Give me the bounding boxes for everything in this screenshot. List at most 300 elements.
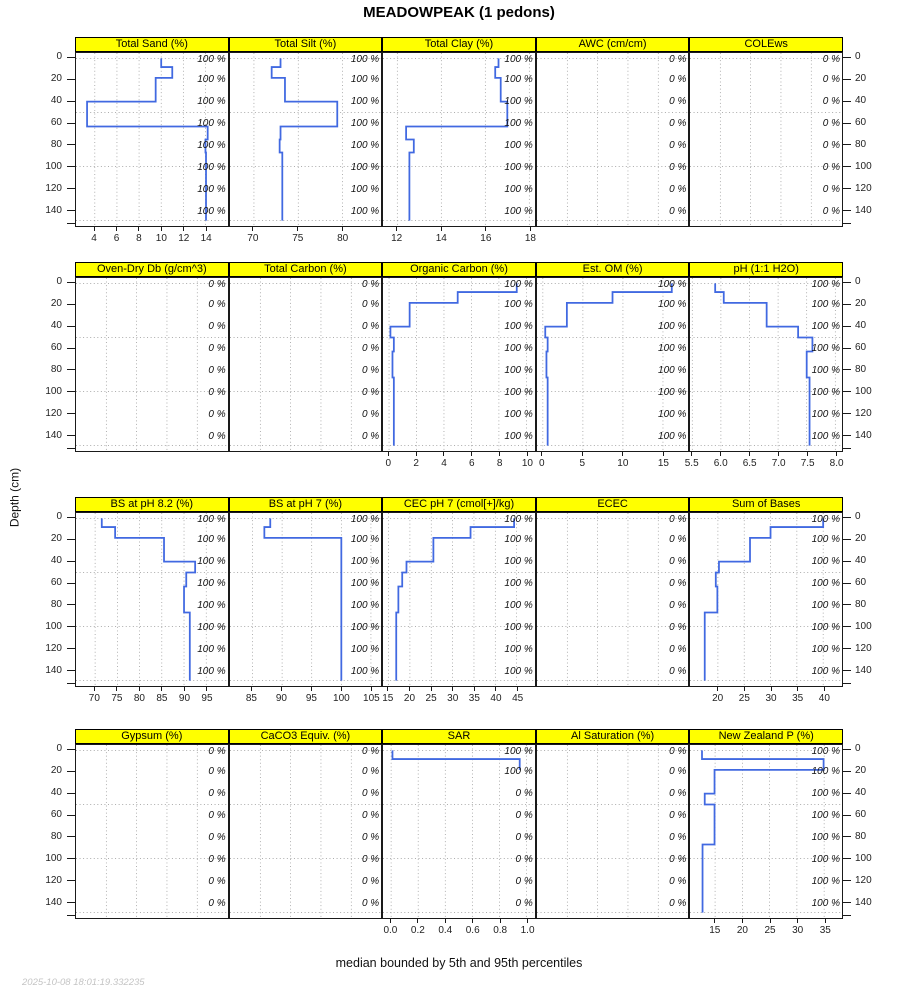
- x-tick-label: 75: [292, 233, 304, 244]
- y-tick-mark: [67, 583, 75, 584]
- x-tick-mark: [471, 452, 472, 456]
- cf-label: 100 %: [811, 766, 840, 778]
- cf-label: 0 %: [208, 343, 226, 355]
- y-tick-mark: [67, 448, 75, 449]
- depth-tick-label: 60: [855, 117, 867, 129]
- strip-sar: SAR: [382, 729, 536, 744]
- cf-label: 100 %: [350, 139, 380, 151]
- x-tick-mark: [416, 452, 417, 456]
- y-tick-mark: [67, 858, 75, 859]
- x-tick-label: 7.0: [771, 458, 786, 469]
- x-tick-label: 5: [579, 458, 586, 469]
- x-tick-label: 4: [91, 233, 97, 244]
- profile-plot-oven-dry-db: [76, 278, 228, 451]
- x-tick-mark: [797, 687, 798, 691]
- cf-label: 100 %: [197, 599, 226, 611]
- y-tick-mark: [843, 583, 851, 584]
- depth-tick-label: 40: [50, 787, 62, 799]
- x-tick-label: 10: [521, 458, 533, 469]
- cf-label: 0 %: [208, 810, 226, 822]
- depth-tick-label: 120: [45, 874, 62, 886]
- cf-label: 0 %: [822, 118, 840, 130]
- y-tick-mark: [67, 915, 75, 916]
- x-tick-mark: [499, 452, 500, 456]
- x-tick-mark: [472, 919, 473, 923]
- panel-total-carbon: [229, 277, 383, 452]
- cf-label: 100 %: [504, 299, 533, 311]
- cf-label: 0 %: [822, 205, 840, 217]
- cf-label: 100 %: [197, 621, 226, 633]
- x-tick-label: 10: [155, 233, 167, 244]
- depth-tick-label: 60: [50, 809, 62, 821]
- cf-label: 100 %: [811, 364, 840, 376]
- y-tick-mark: [67, 223, 75, 224]
- cf-label: 100 %: [350, 513, 380, 525]
- cf-label: 0 %: [361, 386, 380, 398]
- cf-label: 100 %: [811, 299, 840, 311]
- x-tick-mark: [530, 227, 531, 231]
- depth-tick-label: 140: [855, 204, 872, 216]
- cf-label: 100 %: [811, 534, 840, 546]
- x-tick-mark: [342, 227, 343, 231]
- y-tick-mark: [67, 57, 75, 58]
- strip-nz-p: New Zealand P (%): [689, 729, 843, 744]
- depth-tick-label: 0: [56, 276, 62, 288]
- cf-label: 0 %: [669, 534, 687, 546]
- x-tick-label: 85: [156, 693, 168, 704]
- strip-est-om: Est. OM (%): [536, 262, 690, 277]
- cf-label: 0 %: [361, 831, 380, 843]
- y-tick-mark: [843, 902, 851, 903]
- cf-label: 0 %: [208, 853, 226, 865]
- depth-tick-label: 80: [855, 138, 867, 150]
- cf-label: 100 %: [811, 408, 840, 420]
- panel-est-om: [536, 277, 690, 452]
- x-tick-label: 0.6: [465, 925, 480, 936]
- x-tick-mark: [251, 687, 252, 691]
- x-tick-label: 35: [792, 693, 804, 704]
- depth-tick-label: 80: [855, 830, 867, 842]
- depth-tick-label: 80: [50, 830, 62, 842]
- strip-cec-ph7: CEC pH 7 (cmol[+]/kg): [382, 497, 536, 512]
- cf-label: 0 %: [208, 299, 226, 311]
- x-tick-mark: [622, 452, 623, 456]
- y-tick-mark: [67, 304, 75, 305]
- cf-label: 100 %: [504, 96, 533, 108]
- depth-tick-label: 40: [50, 95, 62, 107]
- strip-total-silt: Total Silt (%): [229, 37, 383, 52]
- cf-label: 100 %: [658, 364, 687, 376]
- y-tick-mark: [67, 793, 75, 794]
- cf-label: 0 %: [208, 875, 226, 887]
- cf-label: 0 %: [361, 875, 380, 887]
- profile-line-sar: [393, 750, 520, 769]
- x-tick-label: 90: [178, 693, 191, 704]
- profile-line-bs-ph82: [102, 518, 195, 680]
- depth-tick-label: 100: [855, 160, 872, 172]
- y-tick-mark: [843, 517, 851, 518]
- profile-plot-ecec: [537, 513, 689, 686]
- depth-tick-label: 0: [56, 51, 62, 63]
- y-tick-mark: [843, 304, 851, 305]
- depth-tick-label: 140: [45, 896, 62, 908]
- y-tick-mark: [67, 369, 75, 370]
- x-tick-label: 5.5: [684, 458, 699, 469]
- x-tick-mark: [720, 452, 721, 456]
- cf-label: 100 %: [197, 96, 226, 108]
- cf-label: 100 %: [504, 534, 533, 546]
- x-tick-mark: [139, 687, 140, 691]
- depth-tick-label: 20: [50, 73, 62, 85]
- cf-label: 0 %: [669, 621, 687, 633]
- y-tick-mark: [843, 223, 851, 224]
- depth-tick-label: 100: [45, 852, 62, 864]
- profile-line-organic-carbon: [391, 283, 517, 445]
- strip-sum-of-bases: Sum of Bases: [689, 497, 843, 512]
- cf-label: 100 %: [504, 578, 533, 590]
- cf-label: 0 %: [822, 74, 840, 86]
- cf-label: 0 %: [361, 299, 380, 311]
- cf-label: 0 %: [361, 810, 380, 822]
- cf-label: 100 %: [504, 665, 533, 677]
- cf-label: 0 %: [208, 831, 226, 843]
- profile-line-total-clay: [406, 58, 507, 220]
- cf-label: 100 %: [350, 118, 380, 130]
- cf-label: 100 %: [504, 599, 533, 611]
- x-tick-label: 30: [765, 693, 777, 704]
- cf-label: 0 %: [669, 875, 687, 887]
- y-tick-mark: [67, 626, 75, 627]
- cf-label: 0 %: [361, 766, 380, 778]
- panel-ph: [689, 277, 843, 452]
- panel-bs-ph82: [75, 512, 229, 687]
- cf-label: 0 %: [515, 875, 533, 887]
- cf-label: 100 %: [197, 53, 226, 65]
- y-tick-mark: [843, 683, 851, 684]
- cf-label: 0 %: [208, 408, 226, 420]
- y-tick-mark: [843, 210, 851, 211]
- cf-label: 0 %: [822, 183, 840, 195]
- x-tick-mark: [116, 687, 117, 691]
- cf-label: 0 %: [822, 96, 840, 108]
- cf-label: 0 %: [822, 53, 840, 65]
- cf-label: 100 %: [504, 621, 533, 633]
- cf-label: 100 %: [197, 556, 226, 568]
- y-tick-mark: [67, 391, 75, 392]
- x-tick-mark: [749, 452, 750, 456]
- cf-label: 100 %: [504, 118, 533, 130]
- x-tick-mark: [500, 919, 501, 923]
- x-tick-label: 35: [819, 925, 831, 936]
- depth-tick-label: 40: [855, 320, 867, 332]
- cf-label: 100 %: [811, 513, 840, 525]
- y-tick-mark: [843, 604, 851, 605]
- cf-label: 100 %: [504, 321, 533, 333]
- cf-label: 0 %: [669, 810, 687, 822]
- y-axis-title: Depth (cm): [7, 467, 22, 528]
- depth-tick-label: 120: [45, 642, 62, 654]
- profile-line-total-sand: [87, 58, 208, 220]
- y-tick-mark: [67, 836, 75, 837]
- x-tick-mark: [417, 919, 418, 923]
- cf-label: 100 %: [811, 853, 840, 865]
- strip-bs-ph7: BS at pH 7 (%): [229, 497, 383, 512]
- cf-label: 100 %: [197, 534, 226, 546]
- cf-label: 0 %: [208, 430, 226, 442]
- cf-label: 0 %: [669, 513, 687, 525]
- y-tick-mark: [67, 683, 75, 684]
- cf-label: 100 %: [811, 643, 840, 655]
- x-tick-label: 14: [200, 233, 212, 244]
- cf-label: 0 %: [669, 139, 687, 151]
- x-tick-mark: [206, 227, 207, 231]
- y-tick-mark: [67, 413, 75, 414]
- depth-tick-label: 120: [45, 407, 62, 419]
- x-tick-label: 12: [391, 233, 403, 244]
- cf-label: 100 %: [658, 321, 687, 333]
- depth-tick-label: 0: [56, 743, 62, 755]
- cf-label: 0 %: [361, 897, 380, 909]
- x-tick-mark: [474, 687, 475, 691]
- x-tick-label: 16: [480, 233, 492, 244]
- y-tick-mark: [67, 771, 75, 772]
- depth-tick-label: 40: [855, 95, 867, 107]
- x-tick-label: 15: [657, 458, 669, 469]
- y-tick-mark: [843, 282, 851, 283]
- cf-label: 0 %: [515, 810, 533, 822]
- cf-label: 0 %: [669, 205, 687, 217]
- x-tick-mark: [582, 452, 583, 456]
- depth-tick-label: 60: [50, 342, 62, 354]
- x-tick-label: 7.5: [800, 458, 815, 469]
- x-tick-mark: [485, 227, 486, 231]
- cf-label: 100 %: [504, 766, 533, 778]
- depth-tick-label: 60: [855, 809, 867, 821]
- cf-label: 0 %: [669, 643, 687, 655]
- y-tick-mark: [67, 435, 75, 436]
- cf-label: 0 %: [208, 364, 226, 376]
- y-tick-mark: [843, 749, 851, 750]
- x-tick-label: 20: [736, 925, 748, 936]
- strip-ph: pH (1:1 H2O): [689, 262, 843, 277]
- panel-colews: [689, 52, 843, 227]
- cf-label: 0 %: [822, 139, 840, 151]
- x-tick-label: 2: [413, 458, 419, 469]
- x-tick-mark: [541, 452, 542, 456]
- cf-label: 0 %: [208, 766, 226, 778]
- cf-label: 0 %: [361, 788, 380, 800]
- panel-sum-of-bases: [689, 512, 843, 687]
- strip-bs-ph82: BS at pH 8.2 (%): [75, 497, 229, 512]
- x-tick-label: 20: [712, 693, 724, 704]
- depth-tick-label: 80: [50, 138, 62, 150]
- x-tick-mark: [371, 687, 372, 691]
- cf-label: 100 %: [811, 745, 840, 757]
- cf-label: 100 %: [504, 183, 533, 195]
- y-tick-mark: [843, 369, 851, 370]
- profile-line-cec-ph7: [396, 518, 514, 680]
- cf-label: 100 %: [811, 831, 840, 843]
- cf-label: 100 %: [197, 161, 226, 173]
- cf-label: 0 %: [515, 831, 533, 843]
- depth-tick-label: 40: [50, 555, 62, 567]
- depth-tick-label: 60: [855, 577, 867, 589]
- x-tick-mark: [443, 452, 444, 456]
- profile-plot-colews: [690, 53, 842, 226]
- x-tick-mark: [94, 687, 95, 691]
- x-tick-label: 14: [435, 233, 447, 244]
- x-tick-label: 6.0: [713, 458, 728, 469]
- depth-tick-label: 140: [855, 429, 872, 441]
- depth-tick-label: 140: [855, 896, 872, 908]
- y-tick-mark: [67, 604, 75, 605]
- cf-label: 100 %: [350, 161, 380, 173]
- panel-total-sand: [75, 52, 229, 227]
- x-tick-label: 10: [617, 458, 629, 469]
- y-tick-mark: [843, 771, 851, 772]
- x-tick-label: 4: [441, 458, 447, 469]
- strip-ecec: ECEC: [536, 497, 690, 512]
- x-tick-mark: [744, 687, 745, 691]
- cf-label: 100 %: [811, 321, 840, 333]
- y-tick-mark: [843, 326, 851, 327]
- y-tick-mark: [67, 670, 75, 671]
- y-tick-mark: [67, 123, 75, 124]
- y-tick-mark: [843, 648, 851, 649]
- x-tick-mark: [396, 227, 397, 231]
- x-tick-mark: [663, 452, 664, 456]
- profile-plot-awc: [537, 53, 689, 226]
- y-tick-mark: [67, 749, 75, 750]
- cf-label: 0 %: [669, 183, 687, 195]
- cf-label: 0 %: [361, 430, 380, 442]
- x-tick-mark: [717, 687, 718, 691]
- x-tick-mark: [311, 687, 312, 691]
- depth-tick-label: 80: [50, 598, 62, 610]
- depth-tick-label: 0: [855, 511, 861, 523]
- profile-line-ph: [716, 283, 813, 445]
- strip-total-clay: Total Clay (%): [382, 37, 536, 52]
- x-tick-mark: [297, 227, 298, 231]
- x-tick-mark: [206, 687, 207, 691]
- y-tick-mark: [843, 793, 851, 794]
- x-tick-mark: [452, 687, 453, 691]
- y-tick-mark: [843, 57, 851, 58]
- x-tick-mark: [116, 227, 117, 231]
- cf-label: 100 %: [350, 621, 380, 633]
- x-tick-label: 70: [88, 693, 100, 704]
- x-tick-label: 15: [382, 693, 394, 704]
- panel-caco3-equiv: [229, 744, 383, 919]
- x-tick-label: 6: [113, 233, 120, 244]
- x-tick-mark: [184, 687, 185, 691]
- depth-tick-label: 80: [855, 598, 867, 610]
- cf-label: 0 %: [208, 745, 226, 757]
- profile-plot-al-saturation: [537, 745, 689, 918]
- cf-label: 0 %: [208, 321, 226, 333]
- depth-tick-label: 60: [50, 117, 62, 129]
- cf-label: 100 %: [504, 205, 533, 217]
- x-tick-mark: [778, 452, 779, 456]
- x-tick-mark: [183, 227, 184, 231]
- strip-caco3-equiv: CaCO3 Equiv. (%): [229, 729, 383, 744]
- cf-label: 100 %: [811, 343, 840, 355]
- cf-label: 0 %: [669, 831, 687, 843]
- panel-ecec: [536, 512, 690, 687]
- figure-caption: median bounded by 5th and 95th percentiles: [335, 956, 583, 970]
- cf-label: 0 %: [669, 53, 687, 65]
- depth-tick-label: 100: [45, 160, 62, 172]
- panel-gypsum: [75, 744, 229, 919]
- x-tick-label: 0: [385, 458, 392, 469]
- cf-label: 100 %: [811, 621, 840, 633]
- x-tick-label: 35: [468, 693, 480, 704]
- cf-label: 100 %: [350, 556, 380, 568]
- cf-label: 100 %: [350, 53, 380, 65]
- y-tick-mark: [843, 858, 851, 859]
- y-tick-mark: [843, 561, 851, 562]
- x-tick-label: 40: [490, 693, 502, 704]
- x-tick-label: 25: [764, 925, 776, 936]
- x-tick-label: 0.4: [438, 925, 453, 936]
- x-tick-mark: [824, 687, 825, 691]
- depth-tick-label: 20: [50, 533, 62, 545]
- cf-label: 0 %: [361, 321, 380, 333]
- x-tick-mark: [94, 227, 95, 231]
- cf-label: 100 %: [197, 74, 226, 86]
- cf-label: 100 %: [811, 665, 840, 677]
- x-tick-mark: [742, 919, 743, 923]
- cf-label: 100 %: [811, 810, 840, 822]
- y-tick-mark: [843, 836, 851, 837]
- x-tick-label: 0.2: [410, 925, 425, 936]
- y-tick-mark: [67, 902, 75, 903]
- x-tick-label: 40: [818, 693, 830, 704]
- depth-tick-label: 100: [855, 620, 872, 632]
- depth-tick-label: 20: [50, 298, 62, 310]
- depth-tick-label: 140: [45, 664, 62, 676]
- cf-label: 100 %: [350, 665, 380, 677]
- y-tick-mark: [67, 101, 75, 102]
- cf-label: 0 %: [515, 853, 533, 865]
- x-tick-label: 8: [136, 233, 142, 244]
- depth-tick-label: 0: [56, 511, 62, 523]
- cf-label: 100 %: [504, 513, 533, 525]
- cf-label: 0 %: [361, 408, 380, 420]
- cf-label: 100 %: [811, 278, 840, 290]
- cf-label: 100 %: [811, 897, 840, 909]
- y-tick-mark: [843, 539, 851, 540]
- depth-tick-label: 140: [45, 429, 62, 441]
- depth-tick-label: 20: [855, 533, 867, 545]
- cf-label: 0 %: [669, 599, 687, 611]
- x-tick-mark: [836, 452, 837, 456]
- x-tick-mark: [409, 687, 410, 691]
- strip-gypsum: Gypsum (%): [75, 729, 229, 744]
- depth-tick-label: 120: [855, 874, 872, 886]
- cf-label: 100 %: [504, 386, 533, 398]
- cf-label: 100 %: [811, 788, 840, 800]
- cf-label: 100 %: [350, 599, 380, 611]
- cf-label: 100 %: [811, 599, 840, 611]
- panel-bs-ph7: [229, 512, 383, 687]
- cf-label: 0 %: [669, 161, 687, 173]
- cf-label: 0 %: [669, 578, 687, 590]
- y-tick-mark: [67, 188, 75, 189]
- cf-label: 100 %: [197, 578, 226, 590]
- depth-tick-label: 20: [50, 765, 62, 777]
- profile-line-nz-p: [702, 750, 824, 912]
